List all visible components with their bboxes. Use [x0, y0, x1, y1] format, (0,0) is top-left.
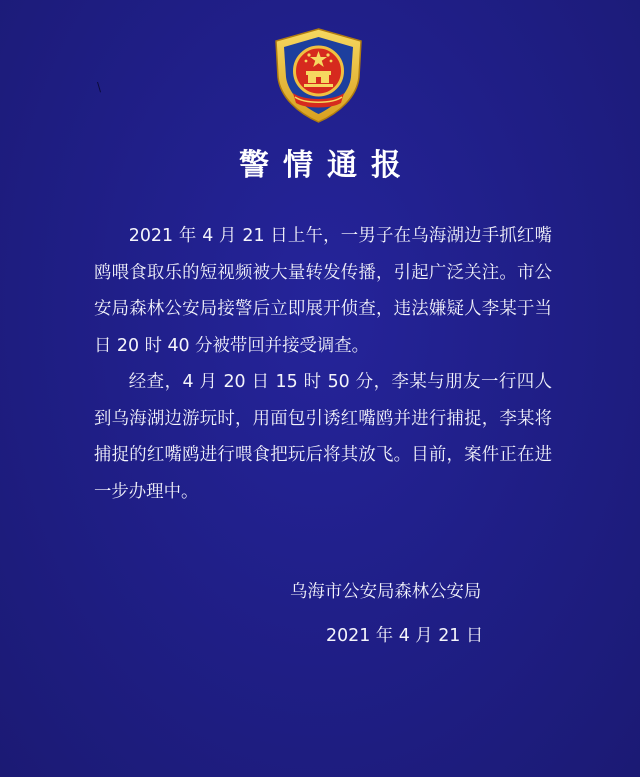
notice-paragraph-1: 2021 年 4 月 21 日上午，一男子在乌海湖边手抓红嘴鸥喂食取乐的短视频被大量转发传播，引起广泛关注。市公安局森林公安局接警后立即展开侦查，违法嫌疑人李某于当日 20 时 40 分被带回并接受调查。	[94, 226, 552, 356]
notice-paragraph-2: 经查，4 月 20 日 15 时 50 分，李某与朋友一行四人到乌海湖边游玩时，用面包引诱红嘴鸥并进行捕捉，李某将捕捉的红嘴鸥进行喂食把玩后将其放飞。目前，案件正在进一步办理中。	[94, 372, 552, 502]
issuer-name: 乌海市公安局森林公安局	[290, 582, 482, 602]
stray-mark: \	[97, 80, 102, 94]
page-title: 警情通报	[239, 148, 415, 183]
issue-date: 2021 年 4 月 21 日	[326, 626, 484, 646]
notice-body	[94, 218, 552, 510]
police-badge-icon	[271, 27, 366, 124]
signature-block	[290, 574, 530, 654]
